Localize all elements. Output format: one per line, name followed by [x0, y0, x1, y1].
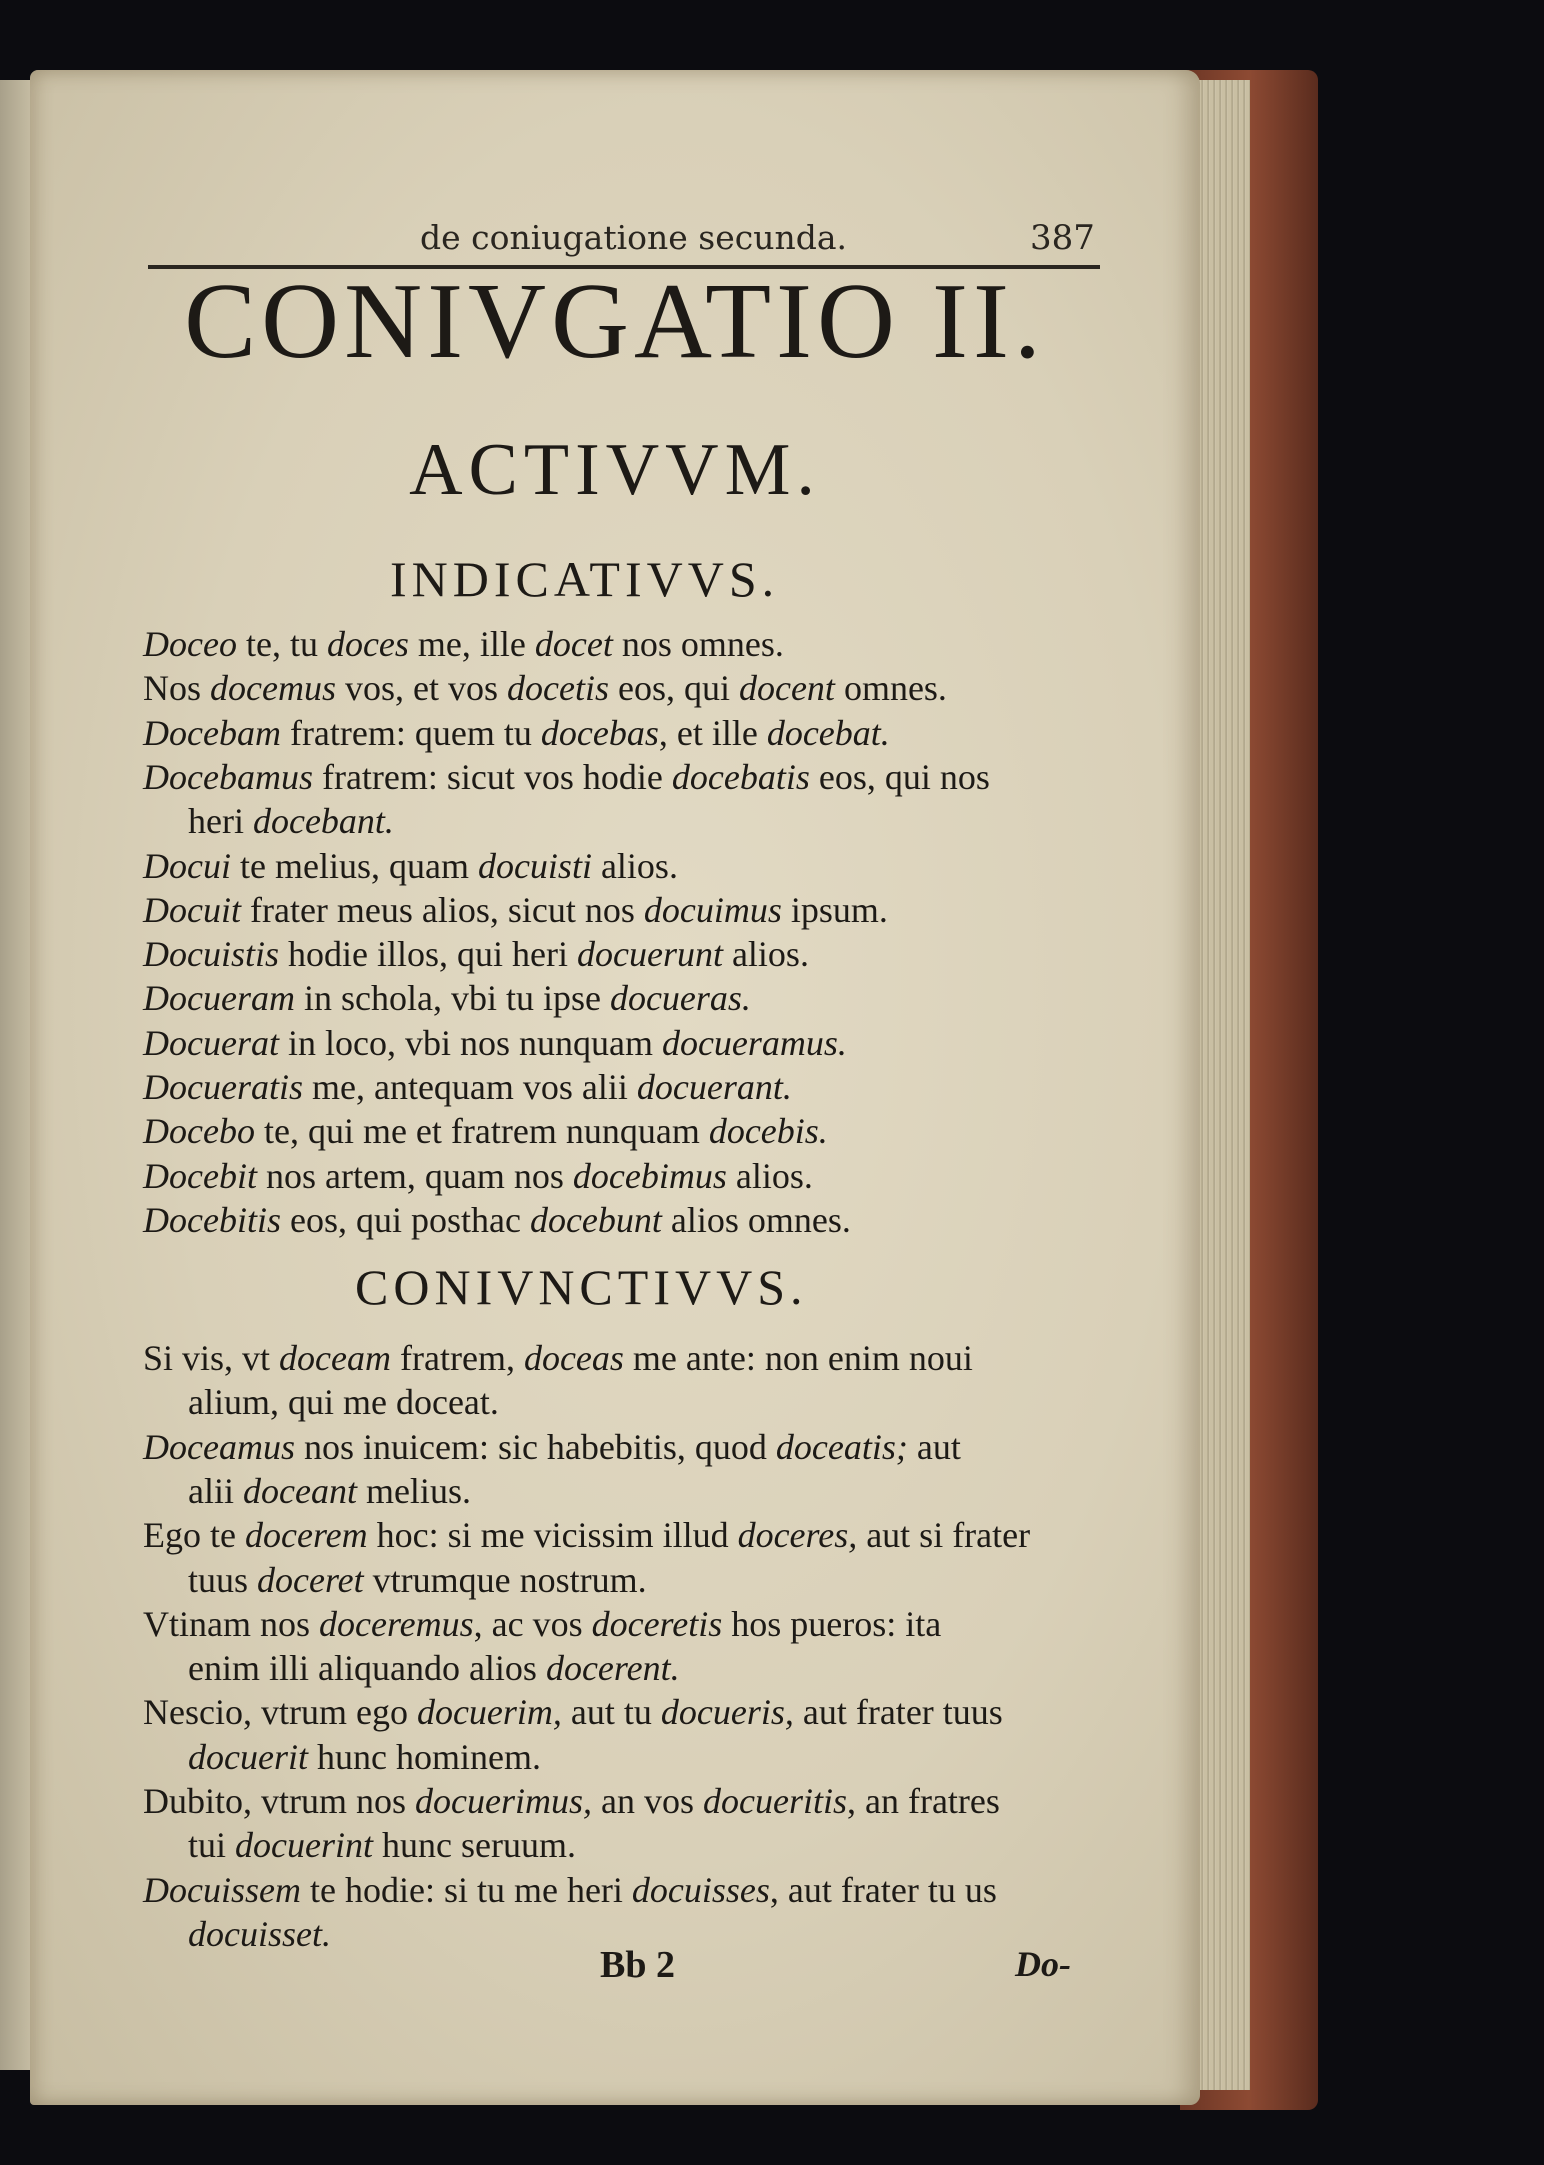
- verb-form: docuisset.: [188, 1913, 331, 1954]
- verb-form: Docebo: [143, 1111, 255, 1152]
- verb-form: docerem: [244, 1515, 368, 1556]
- text-run: vos, et vos: [335, 668, 507, 709]
- verb-form: docuisses: [631, 1869, 770, 1910]
- page-title: CONIVGATIO II.: [184, 262, 1046, 381]
- verb-form: docerent.: [545, 1648, 680, 1689]
- verb-form: docemus: [210, 668, 336, 709]
- verb-form: Docuistis: [143, 934, 280, 975]
- text-run: nos omnes.: [612, 624, 784, 664]
- verb-form: Docebam: [143, 712, 281, 753]
- verb-form: docebunt: [529, 1199, 662, 1240]
- text-run: me, ille: [408, 624, 535, 664]
- verb-form: Doceamus: [143, 1426, 295, 1467]
- text-run: , ac vos: [473, 1603, 592, 1644]
- verb-form: doceretis: [591, 1603, 723, 1644]
- text-line: [188, 1647, 680, 1689]
- verb-form: docent: [738, 668, 835, 709]
- verb-form: docebimus: [572, 1155, 727, 1196]
- text-line: [143, 1022, 847, 1064]
- verb-form: docetis: [506, 668, 609, 709]
- text-line: [143, 933, 809, 975]
- text-run: Nescio, vtrum ego: [143, 1692, 417, 1733]
- text-line: [188, 1381, 499, 1423]
- text-line: [143, 1199, 851, 1241]
- text-run: me, antequam vos alii: [302, 1067, 637, 1107]
- text-line: [143, 623, 784, 665]
- text-line: [143, 845, 678, 887]
- verb-form: doceas: [523, 1338, 624, 1378]
- text-run: , et ille: [658, 712, 767, 753]
- verb-form: Docebit: [143, 1155, 257, 1196]
- text-line: [143, 889, 888, 931]
- verb-form: docet: [534, 624, 613, 664]
- catchword: Do-: [1015, 1944, 1071, 1984]
- verb-form: docueramus.: [661, 1022, 847, 1063]
- verb-form: Docebamus: [143, 756, 313, 797]
- text-run: vtrumque nostrum.: [363, 1559, 647, 1600]
- text-run: hodie illos, qui heri: [279, 934, 577, 975]
- verb-form: doceres,: [737, 1515, 858, 1556]
- text-line: [143, 1780, 1000, 1822]
- verb-form: docebat.: [766, 712, 890, 753]
- text-run: Vtinam nos: [143, 1603, 319, 1644]
- text-run: nos artem, quam nos: [256, 1155, 573, 1196]
- text-run: Dubito, vtrum nos: [143, 1781, 416, 1821]
- indicative-heading: INDICATIVVS.: [390, 551, 780, 607]
- verb-form: docuimus: [643, 889, 782, 930]
- text-line: [143, 1426, 961, 1468]
- text-run: nos inuicem: sic habebitis, quod: [294, 1426, 776, 1467]
- text-run: , aut frater tu us: [769, 1869, 997, 1910]
- text-run: hos pueros: ita: [722, 1603, 942, 1644]
- text-run: , an fratres: [846, 1781, 1000, 1821]
- text-line: [188, 1559, 647, 1601]
- text-run: eos, qui: [608, 668, 739, 709]
- verb-form: docuerim,: [416, 1692, 562, 1733]
- text-line: [143, 1869, 997, 1911]
- verb-form: Docuit: [143, 889, 241, 930]
- verb-form: Docueram: [143, 978, 295, 1019]
- text-line: [143, 1110, 828, 1152]
- verb-form: Doceo: [143, 624, 237, 664]
- text-run: hunc hominem.: [307, 1736, 541, 1777]
- text-run: aut tu: [561, 1692, 661, 1733]
- text-run: omnes.: [834, 668, 947, 709]
- subjunctive-heading: CONIVNCTIVVS.: [355, 1259, 808, 1315]
- text-run: melius.: [356, 1470, 471, 1511]
- text-run: ipsum.: [781, 889, 888, 930]
- text-run: hunc seruum.: [373, 1825, 576, 1866]
- text-run: te hodie: si tu me heri: [300, 1869, 632, 1910]
- text-line: [143, 1337, 973, 1379]
- text-run: aut: [907, 1426, 961, 1467]
- text-run: enim illi aliquando alios: [188, 1648, 546, 1689]
- text-run: alios.: [726, 1155, 813, 1196]
- text-run: alium, qui me doceat.: [188, 1382, 499, 1423]
- text-run: alios.: [722, 934, 809, 975]
- text-run: hoc: si me vicissim illud: [367, 1515, 738, 1556]
- verb-form: doceret: [257, 1559, 364, 1600]
- verb-form: docueras.: [609, 978, 751, 1019]
- verb-form: docuerint: [235, 1825, 373, 1866]
- text-run: frater meus alios, sicut nos: [240, 889, 644, 930]
- text-run: eos, qui nos: [809, 756, 990, 797]
- verb-form: docuisti: [477, 845, 592, 886]
- text-line: [188, 1824, 576, 1866]
- text-line: [143, 977, 751, 1019]
- verb-form: docueris,: [660, 1692, 794, 1733]
- verb-form: docuerant.: [636, 1067, 792, 1107]
- verb-form: doceatis;: [775, 1426, 908, 1467]
- verb-form: Docuerat: [143, 1022, 279, 1063]
- text-line: [143, 1603, 941, 1645]
- verb-form: Docuissem: [143, 1869, 301, 1910]
- verb-form: docuerimus,: [415, 1781, 592, 1821]
- verb-form: docueritis: [703, 1781, 847, 1821]
- text-run: fratrem,: [391, 1338, 524, 1378]
- text-line: [143, 667, 947, 709]
- text-run: fratrem: sicut vos hodie: [312, 756, 672, 797]
- text-run: tuus: [188, 1559, 258, 1600]
- text-run: te melius, quam: [230, 845, 478, 886]
- text-line: [143, 1155, 813, 1197]
- text-run: heri: [188, 801, 253, 842]
- text-line: [188, 1736, 541, 1778]
- verb-form: docuerunt: [576, 934, 723, 975]
- book-page: [30, 70, 1200, 2105]
- text-run: eos, qui posthac: [280, 1199, 530, 1240]
- text-run: in loco, vbi nos nunquam: [278, 1022, 662, 1063]
- text-run: me ante: non enim noui: [623, 1338, 973, 1378]
- text-line: [188, 800, 394, 842]
- text-run: Si vis, vt: [143, 1338, 280, 1378]
- verb-form: docebas: [540, 712, 659, 753]
- text-run: in schola, vbi tu ipse: [294, 978, 610, 1019]
- verb-form: docebant.: [252, 801, 394, 842]
- text-run: tui: [188, 1825, 236, 1866]
- text-run: fratrem: quem tu: [280, 712, 541, 753]
- verb-form: doces: [326, 624, 409, 664]
- text-run: Ego te: [143, 1515, 245, 1556]
- verb-form: Docueratis: [143, 1067, 303, 1107]
- text-line: [143, 1066, 792, 1108]
- text-run: alii: [188, 1470, 243, 1511]
- signature-mark: Bb 2: [600, 1944, 675, 1986]
- verb-form: docebatis: [671, 756, 810, 797]
- text-run: an vos: [592, 1781, 703, 1821]
- text-run: te, tu: [236, 624, 327, 664]
- text-run: aut frater tuus: [793, 1692, 1003, 1733]
- text-run: aut si frater: [857, 1515, 1031, 1556]
- verb-form: docuerit: [188, 1736, 308, 1777]
- verb-form: docebis.: [708, 1111, 828, 1152]
- text-line: [188, 1470, 471, 1512]
- verb-form: doceam: [279, 1338, 392, 1378]
- text-line: [143, 1691, 1003, 1733]
- text-line: [143, 1514, 1030, 1556]
- verb-form: doceant: [242, 1470, 357, 1511]
- verb-form: doceremus: [319, 1603, 474, 1644]
- text-run: alios.: [591, 845, 678, 886]
- verb-form: Docebitis: [143, 1199, 281, 1240]
- text-run: alios omnes.: [661, 1199, 851, 1240]
- verb-form: Docui: [143, 845, 231, 886]
- running-head: de coniugatione secunda.: [420, 218, 848, 257]
- page-subtitle: ACTIVVM.: [409, 429, 821, 511]
- text-line: [143, 756, 990, 798]
- text-line: [188, 1913, 331, 1955]
- text-run: Nos: [143, 668, 211, 709]
- text-run: te, qui me et fratrem nunquam: [254, 1111, 709, 1152]
- page-number: 387: [1030, 218, 1095, 258]
- text-line: [143, 712, 890, 754]
